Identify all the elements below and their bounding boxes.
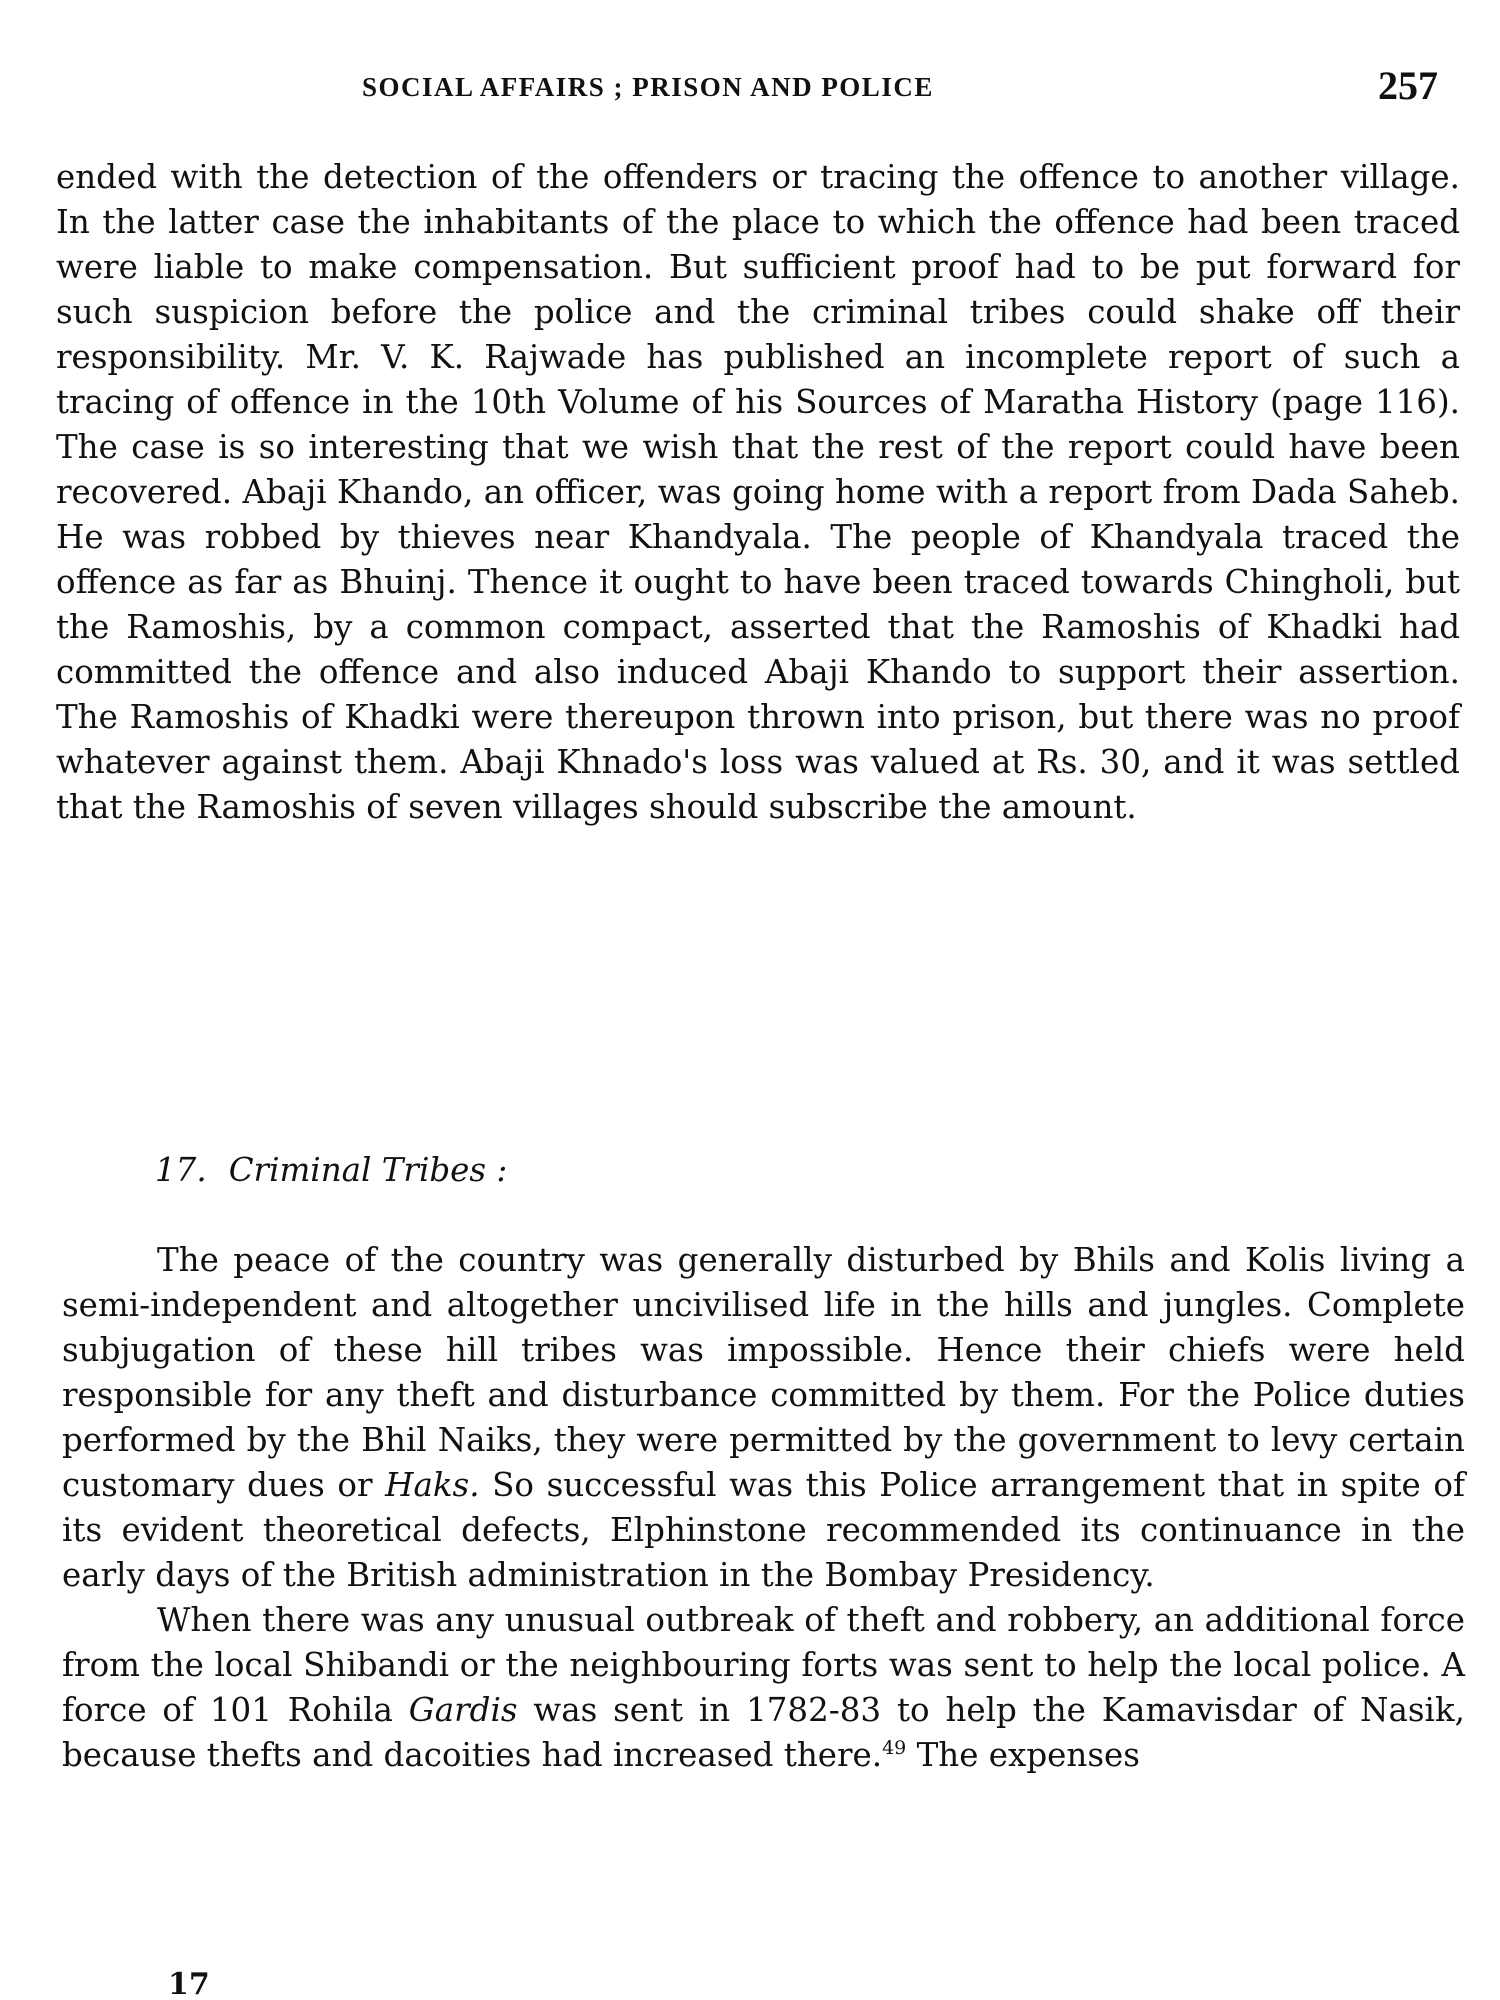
paragraph-2-text-2: So successful was this Police arrangement that in spite of its evident theoretical defects, Elphinstone recommended its continuance in the early days of the British administration in the Bombay Presidency. bbox=[62, 1466, 1465, 1594]
paragraph-3 bbox=[62, 1598, 1465, 1778]
paragraph-2-italic-term: Haks. bbox=[385, 1466, 480, 1504]
running-head: SOCIAL AFFAIRS ; PRISON AND POLICE bbox=[362, 72, 934, 102]
footnote-marker: 49 bbox=[882, 1737, 907, 1760]
paragraph-2 bbox=[62, 1238, 1465, 1598]
section-heading bbox=[155, 1151, 507, 1189]
section-number: 17. bbox=[155, 1151, 207, 1189]
page-number: 257 bbox=[1378, 63, 1438, 108]
paragraph-1: ended with the detection of the offenders or tracing the offence to another village. In the latter case the inhabitants of the place to which the offence had been traced were liable to make compensation. But sufficient proof had to be put forward for such suspicion before the police and the criminal tribes could shake off their responsibility. Mr. V. K. Rajwade has published an incomplete report of such a tracing of offence in the 10th Volume of his Sources of Maratha History (page 116). The case is so interesting that we wish that the rest of the report could have been recovered. Abaji Khando, an officer, was going home with a report from Dada Saheb. He was robbed by thieves near Khandyala. The people of Khandyala traced the offence as far as Bhuinj. Thence it ought to have been traced towards Chingholi, but the Ramoshis, by a common compact, asserted that the Ramoshis of Khadki had committed the offence and also induced Abaji Khando to support their assertion. The Ramoshis of Khadki were thereupon thrown into prison, but there was no proof whatever against them. Abaji Khnado's loss was valued at Rs. 30, and it was settled that the Ramoshis of seven villages should subscribe the amount. bbox=[56, 158, 1460, 826]
printer-signature-mark: 17 bbox=[168, 1970, 210, 2000]
paragraph-3-text-2: was sent in 1782-83 to help the Kamavisdar of Nasik, because thefts and dacoities had increased there. bbox=[62, 1691, 1465, 1774]
body-text-top bbox=[56, 155, 1460, 830]
paragraph-3-text-3: The expenses bbox=[916, 1736, 1140, 1774]
paragraph-2-text-1: The peace of the country was generally disturbed by Bhils and Kolis living a semi-independent and altogether uncivilised life in the hills and jungles. Complete subjugation of these hill tribes was impossible. Hence their chiefs were held responsible for any theft and disturbance committed by them. For the Police duties performed by the Bhil Naiks, they were permitted by the government to levy certain customary dues or bbox=[62, 1241, 1465, 1504]
body-text-bottom bbox=[62, 1238, 1465, 1778]
paragraph-3-text-1: When there was any unusual outbreak of theft and robbery, an additional force from the local Shibandi or the neighbouring forts was sent to help the local police. A force of 101 Rohila bbox=[62, 1601, 1465, 1729]
paragraph-3-italic-term: Gardis bbox=[408, 1691, 518, 1729]
section-title: Criminal Tribes : bbox=[228, 1151, 508, 1189]
